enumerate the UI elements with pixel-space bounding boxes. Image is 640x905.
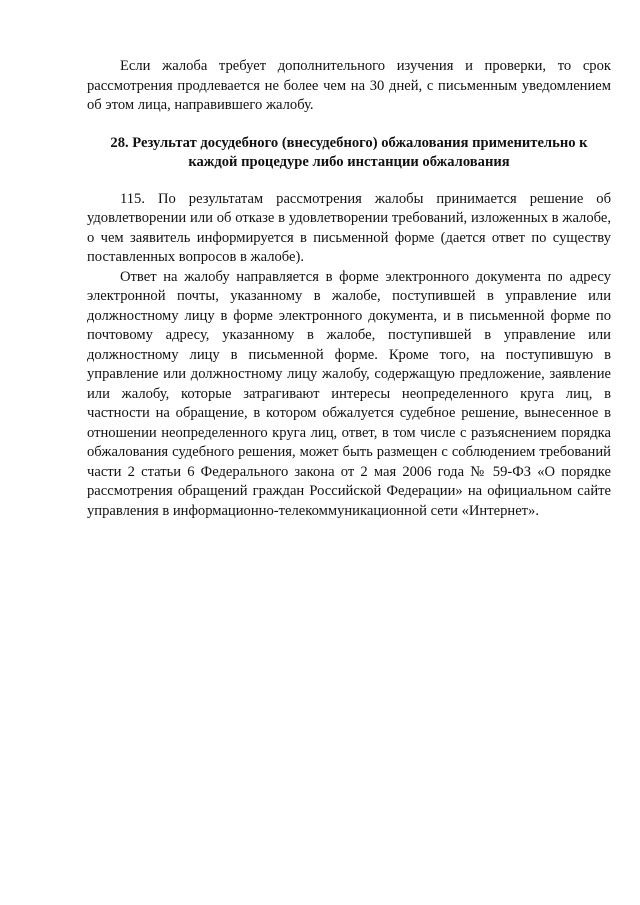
paragraph-response-delivery: Ответ на жалобу направляется в форме электронного документа по адресу электронной почты, указанному в жалобе, поступившей в управление или должностному лицу в форме электронного документа, и в письменной форме по почтовому адресу, указанному в жалобе, поступившей в управление или должностному лицу в письменной форме. Кроме того, на поступившую в управление или должностному лицу жалобу, содержащую предложение, заявление или жалобу, которые затрагивают интересы неопределенного круга лиц, в частности на обращение, в котором обжалуется судебное решение, вынесенное в отношении неопределенного круга лиц, ответ, в том числе с разъяснением порядка обжалования судебного решения, может быть размещен с соблюдением требований части 2 статьи 6 Федерального закона от 2 мая 2006 года № 59-ФЗ «О порядке рассмотрения обращений граждан Российской Федерации» на официальном сайте управления в информационно-телекоммуникационной сети «Интернет».	[87, 268, 611, 519]
paragraph-115-decision: 115. По результатам рассмотрения жалобы принимается решение об удовлетворении или об отказе в удовлетворении требований, изложенных в жалобе, о чем заявитель информируется в письменной форме (дается ответ по существу поставленных вопросов в жалобе).	[87, 190, 611, 265]
section-heading-28: 28. Результат досудебного (внесудебного) обжалования применительно к каждой процедуре либо инстанции обжалования	[110, 134, 588, 170]
paragraph-extension-of-review: Если жалоба требует дополнительного изучения и проверки, то срок рассмотрения продлевается не более чем на 30 дней, с письменным уведомлением об этом лица, направившего жалобу.	[87, 58, 611, 113]
document-page	[87, 57, 611, 521]
